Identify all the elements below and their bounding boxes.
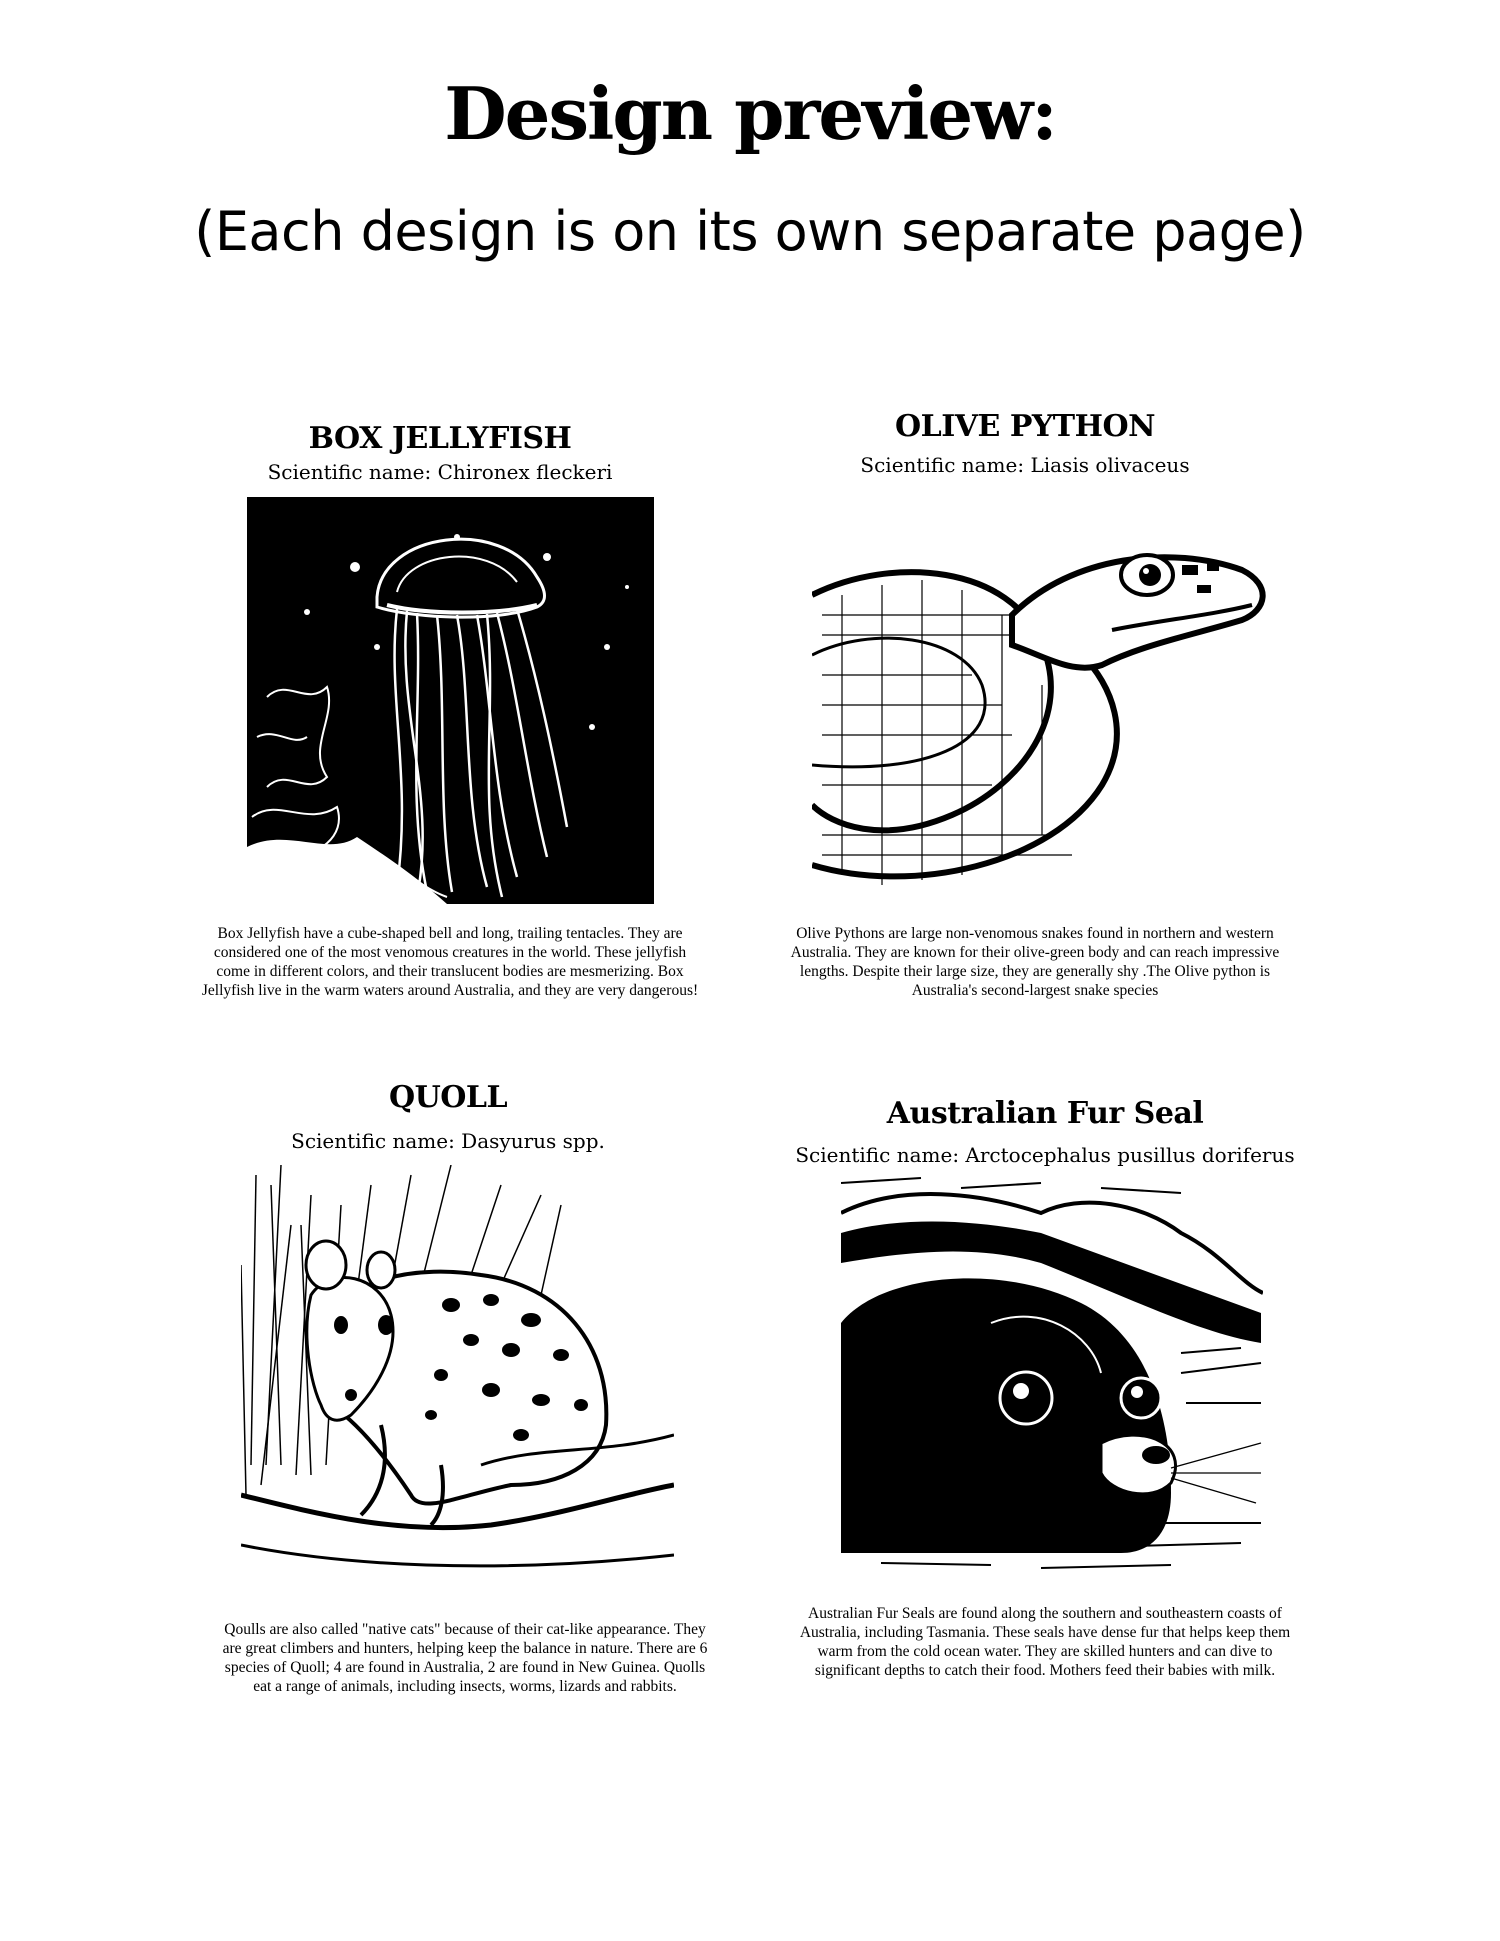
page-subtitle: (Each design is on its own separate page) xyxy=(194,200,1306,263)
card-scientific-name: Scientific name: Liasis olivaceus xyxy=(860,453,1190,477)
card-scientific-name: Scientific name: Chironex fleckeri xyxy=(267,460,613,484)
card-title: OLIVE PYTHON xyxy=(894,409,1156,444)
olive-python-illustration xyxy=(812,535,1268,913)
card-description: Olive Pythons are large non-venomous snakes found in northern and western Australia. They are known for their olive-green body and can reach impressive lengths. Despite their large size, they are generally shy .The Olive python is Australia's second-largest snake species xyxy=(790,925,1280,999)
page-title: Design preview: xyxy=(444,71,1056,156)
card-description: Qoulls are also called "native cats" because of their cat-like appearance. They are great climbers and hunters, helping keep the balance in nature. There are 6 species of Quoll; 4 are found in Australia, 2 are found in New Guinea. Quolls eat a range of animals, including insects, worms, lizards and rabbits. xyxy=(222,1621,708,1695)
card-title: QUOLL xyxy=(388,1080,508,1115)
card-description: Australian Fur Seals are found along the southern and southeastern coasts of Australia, including Tasmania. These seals have dense fur that helps keep them warm from the cold ocean water. They are skilled hunters and can dive to significant depths to catch their food. Mothers feed their babies with milk. xyxy=(799,1605,1291,1679)
card-description: Box Jellyfish have a cube-shaped bell and long, trailing tentacles. They are considered one of the most venomous creatures in the world. These jellyfish come in different colors, and their translucent bodies are mesmerizing. Box Jellyfish live in the warm waters around Australia, and they are very dangerous! xyxy=(201,925,699,999)
box-jellyfish-illustration xyxy=(247,497,654,904)
card-scientific-name: Scientific name: Arctocephalus pusillus doriferus xyxy=(795,1143,1295,1167)
quoll-illustration xyxy=(241,1165,674,1598)
fur-seal-illustration xyxy=(841,1173,1263,1583)
card-title: BOX JELLYFISH xyxy=(308,421,572,456)
card-title: Australian Fur Seal xyxy=(886,1096,1204,1131)
card-scientific-name: Scientific name: Dasyurus spp. xyxy=(291,1129,605,1153)
